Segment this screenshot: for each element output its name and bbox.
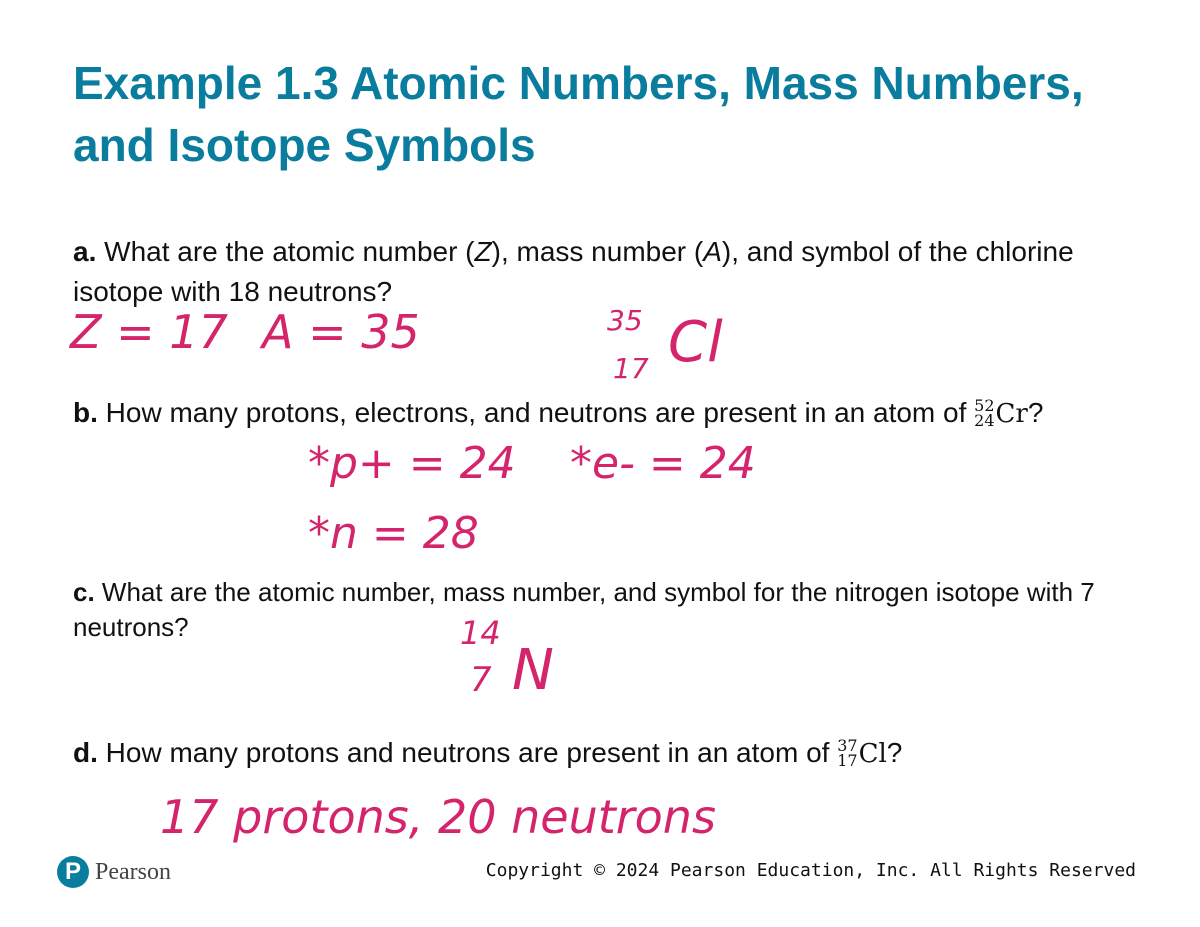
question-d <box>73 733 1153 774</box>
question-a-a-symbol: A <box>703 236 722 267</box>
question-d-text-2: ? <box>886 737 903 768</box>
answer-b-electrons: *e- = 24 <box>570 438 756 489</box>
question-c <box>73 575 1153 645</box>
question-b-text-1: How many protons, electrons, and neutrons are present in an atom of <box>97 397 975 428</box>
pearson-logo-text: Pearson <box>95 858 171 885</box>
question-b-text-2: ? <box>1027 397 1044 428</box>
answer-b-protons: *p+ = 24 <box>308 438 516 489</box>
answer-a-z: Z = 17 <box>70 305 228 359</box>
pearson-logo <box>57 856 171 888</box>
isotope-cr <box>974 393 1028 434</box>
answer-a-isotope-mass: 35 <box>607 304 643 337</box>
question-a-text-2: ), mass number ( <box>491 236 704 267</box>
answer-a-a: A = 35 <box>262 305 420 359</box>
answer-c-isotope-symbol: N <box>512 638 554 703</box>
slide-title: Example 1.3 Atomic Numbers, Mass Numbers, and Isotope Symbols <box>73 57 1084 171</box>
isotope-cr-atomic: 24 <box>974 410 995 430</box>
answer-a-isotope-symbol: Cl <box>668 310 723 375</box>
isotope-cl-mass: 37 <box>837 735 858 755</box>
isotope-cl-atomic: 17 <box>837 750 858 770</box>
question-b-label: b. <box>73 397 98 428</box>
question-a-z-symbol: Z <box>474 236 492 267</box>
answer-a-isotope-atomic: 17 <box>613 352 649 385</box>
question-a-text-3: ), and symbol of the chlorine isotope with 18 neutrons? <box>73 236 1074 307</box>
answer-b-neutrons: *n = 28 <box>308 508 479 559</box>
question-a-text-1: What are the atomic number ( <box>96 236 475 267</box>
isotope-cl-symbol: Cl <box>858 739 887 769</box>
question-a <box>73 232 1153 312</box>
question-c-label: c. <box>73 577 95 607</box>
question-d-text-1: How many protons and neutrons are present in an atom of <box>97 737 838 768</box>
question-b <box>73 393 1153 434</box>
question-a-label: a. <box>73 236 97 267</box>
isotope-cl <box>837 733 887 774</box>
pearson-logo-icon: P <box>57 856 89 888</box>
isotope-cr-symbol: Cr <box>995 399 1028 429</box>
isotope-cr-mass: 52 <box>974 395 995 415</box>
question-c-text-1: What are the atomic number, mass number, and symbol for the nitrogen isotope with 7 neutrons? <box>73 577 1095 642</box>
answer-c-isotope-atomic: 7 <box>470 660 492 700</box>
answer-c-isotope-mass: 14 <box>460 614 501 652</box>
question-d-label: d. <box>73 737 98 768</box>
answer-d: 17 protons, 20 neutrons <box>160 790 716 844</box>
copyright-notice: Copyright © 2024 Pearson Education, Inc. All Rights Reserved <box>485 860 1136 881</box>
